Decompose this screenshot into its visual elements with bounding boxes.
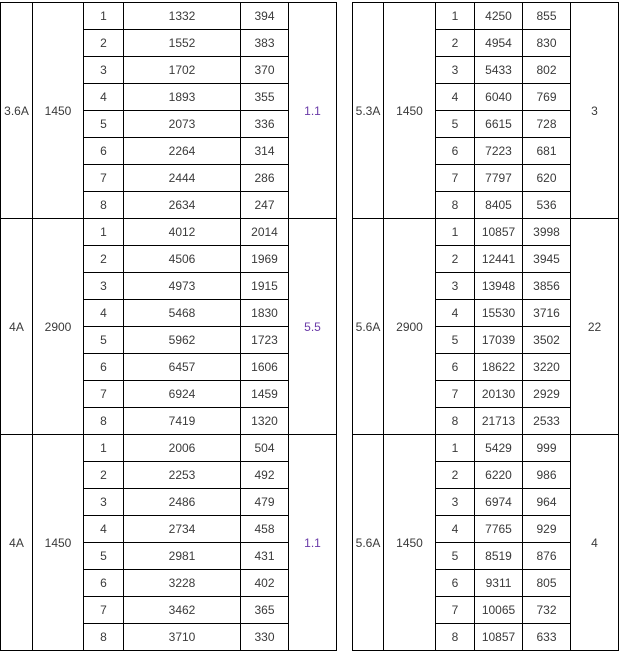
point-number-cell: 2 — [84, 30, 124, 57]
flow-cell: 21713 — [475, 408, 523, 435]
point-number-cell: 3 — [84, 489, 124, 516]
pressure-cell: 2014 — [241, 219, 289, 246]
point-number-cell: 6 — [84, 354, 124, 381]
model-cell: 3.6A — [1, 3, 33, 219]
pressure-cell: 1320 — [241, 408, 289, 435]
pressure-cell: 536 — [523, 192, 571, 219]
flow-cell: 7797 — [475, 165, 523, 192]
flow-cell: 13948 — [475, 273, 523, 300]
model-cell: 5.3A — [353, 3, 384, 219]
point-number-cell: 7 — [84, 381, 124, 408]
flow-cell: 10857 — [475, 624, 523, 651]
flow-cell: 6040 — [475, 84, 523, 111]
point-number-cell: 8 — [84, 192, 124, 219]
power-cell: 4 — [571, 435, 619, 651]
point-number-cell: 4 — [436, 516, 475, 543]
flow-cell: 5433 — [475, 57, 523, 84]
pressure-cell: 3220 — [523, 354, 571, 381]
pressure-cell: 999 — [523, 435, 571, 462]
model-cell: 5.6A — [353, 435, 384, 651]
point-number-cell: 5 — [436, 111, 475, 138]
point-number-cell: 6 — [436, 354, 475, 381]
flow-cell: 2486 — [124, 489, 241, 516]
pressure-cell: 1723 — [241, 327, 289, 354]
pressure-cell: 964 — [523, 489, 571, 516]
power-cell: 5.5 — [289, 219, 337, 435]
flow-cell: 6220 — [475, 462, 523, 489]
point-number-cell: 4 — [84, 300, 124, 327]
flow-cell: 15530 — [475, 300, 523, 327]
power-cell: 3 — [571, 3, 619, 219]
point-number-cell: 8 — [84, 624, 124, 651]
model-cell: 4A — [1, 435, 33, 651]
flow-cell: 5962 — [124, 327, 241, 354]
point-number-cell: 8 — [436, 408, 475, 435]
point-number-cell: 5 — [84, 111, 124, 138]
point-number-cell: 5 — [84, 327, 124, 354]
pressure-cell: 330 — [241, 624, 289, 651]
flow-cell: 2634 — [124, 192, 241, 219]
pressure-cell: 769 — [523, 84, 571, 111]
point-number-cell: 4 — [436, 300, 475, 327]
pressure-cell: 1915 — [241, 273, 289, 300]
point-number-cell: 7 — [436, 597, 475, 624]
point-number-cell: 1 — [436, 219, 475, 246]
point-number-cell: 1 — [436, 435, 475, 462]
flow-cell: 7419 — [124, 408, 241, 435]
model-cell: 5.6A — [353, 219, 384, 435]
pressure-cell: 247 — [241, 192, 289, 219]
pressure-cell: 355 — [241, 84, 289, 111]
pressure-cell: 3716 — [523, 300, 571, 327]
point-number-cell: 3 — [436, 489, 475, 516]
table-row — [1, 435, 337, 462]
speed-cell: 1450 — [33, 435, 84, 651]
point-number-cell: 2 — [436, 246, 475, 273]
power-cell: 22 — [571, 219, 619, 435]
flow-cell: 6924 — [124, 381, 241, 408]
pressure-cell: 479 — [241, 489, 289, 516]
point-number-cell: 1 — [84, 219, 124, 246]
table-row — [1, 219, 337, 246]
pressure-cell: 728 — [523, 111, 571, 138]
point-number-cell: 7 — [436, 165, 475, 192]
pressure-cell: 2929 — [523, 381, 571, 408]
pressure-cell: 681 — [523, 138, 571, 165]
point-number-cell: 2 — [84, 246, 124, 273]
pressure-cell: 830 — [523, 30, 571, 57]
flow-cell: 2981 — [124, 543, 241, 570]
flow-cell: 17039 — [475, 327, 523, 354]
flow-cell: 4012 — [124, 219, 241, 246]
flow-cell: 4250 — [475, 3, 523, 30]
point-number-cell: 6 — [436, 138, 475, 165]
speed-cell: 2900 — [384, 219, 436, 435]
pressure-cell: 986 — [523, 462, 571, 489]
pressure-cell: 431 — [241, 543, 289, 570]
pressure-cell: 365 — [241, 597, 289, 624]
pressure-cell: 855 — [523, 3, 571, 30]
pressure-cell: 3856 — [523, 273, 571, 300]
point-number-cell: 3 — [84, 57, 124, 84]
flow-cell: 5429 — [475, 435, 523, 462]
flow-cell: 2734 — [124, 516, 241, 543]
pressure-cell: 3502 — [523, 327, 571, 354]
flow-cell: 18622 — [475, 354, 523, 381]
pressure-cell: 336 — [241, 111, 289, 138]
point-number-cell: 1 — [84, 3, 124, 30]
flow-cell: 6974 — [475, 489, 523, 516]
pressure-cell: 3945 — [523, 246, 571, 273]
flow-cell: 10857 — [475, 219, 523, 246]
flow-cell: 3710 — [124, 624, 241, 651]
pressure-cell: 620 — [523, 165, 571, 192]
point-number-cell: 5 — [436, 327, 475, 354]
point-number-cell: 3 — [84, 273, 124, 300]
point-number-cell: 8 — [84, 408, 124, 435]
point-number-cell: 4 — [436, 84, 475, 111]
fan-spec-table-left — [0, 2, 337, 651]
flow-cell: 1332 — [124, 3, 241, 30]
point-number-cell: 7 — [84, 165, 124, 192]
point-number-cell: 1 — [84, 435, 124, 462]
point-number-cell: 5 — [84, 543, 124, 570]
flow-cell: 2073 — [124, 111, 241, 138]
point-number-cell: 2 — [84, 462, 124, 489]
pressure-cell: 1830 — [241, 300, 289, 327]
pressure-cell: 394 — [241, 3, 289, 30]
pressure-cell: 1459 — [241, 381, 289, 408]
flow-cell: 6457 — [124, 354, 241, 381]
flow-cell: 4954 — [475, 30, 523, 57]
pressure-cell: 802 — [523, 57, 571, 84]
point-number-cell: 1 — [436, 3, 475, 30]
power-cell: 1.1 — [289, 435, 337, 651]
flow-cell: 6615 — [475, 111, 523, 138]
flow-cell: 10065 — [475, 597, 523, 624]
point-number-cell: 6 — [84, 138, 124, 165]
point-number-cell: 8 — [436, 624, 475, 651]
flow-cell: 2444 — [124, 165, 241, 192]
flow-cell: 20130 — [475, 381, 523, 408]
model-cell: 4A — [1, 219, 33, 435]
pressure-cell: 2533 — [523, 408, 571, 435]
table-row — [353, 435, 619, 462]
flow-cell: 8405 — [475, 192, 523, 219]
flow-cell: 5468 — [124, 300, 241, 327]
point-number-cell: 2 — [436, 30, 475, 57]
point-number-cell: 4 — [84, 84, 124, 111]
flow-cell: 3462 — [124, 597, 241, 624]
flow-cell: 4506 — [124, 246, 241, 273]
flow-cell: 1702 — [124, 57, 241, 84]
table-row — [353, 219, 619, 246]
flow-cell: 1893 — [124, 84, 241, 111]
pressure-cell: 402 — [241, 570, 289, 597]
point-number-cell: 3 — [436, 57, 475, 84]
flow-cell: 12441 — [475, 246, 523, 273]
point-number-cell: 8 — [436, 192, 475, 219]
point-number-cell: 7 — [84, 597, 124, 624]
speed-cell: 2900 — [33, 219, 84, 435]
flow-cell: 1552 — [124, 30, 241, 57]
flow-cell: 9311 — [475, 570, 523, 597]
pressure-cell: 504 — [241, 435, 289, 462]
pressure-cell: 1606 — [241, 354, 289, 381]
flow-cell: 7223 — [475, 138, 523, 165]
point-number-cell: 6 — [436, 570, 475, 597]
point-number-cell: 5 — [436, 543, 475, 570]
flow-cell: 2264 — [124, 138, 241, 165]
power-cell: 1.1 — [289, 3, 337, 219]
flow-cell: 8519 — [475, 543, 523, 570]
point-number-cell: 7 — [436, 381, 475, 408]
pressure-cell: 1969 — [241, 246, 289, 273]
pressure-cell: 314 — [241, 138, 289, 165]
fan-spec-table-right — [352, 2, 619, 651]
pressure-cell: 383 — [241, 30, 289, 57]
point-number-cell: 6 — [84, 570, 124, 597]
table-row — [353, 3, 619, 30]
flow-cell: 7765 — [475, 516, 523, 543]
pressure-cell: 876 — [523, 543, 571, 570]
pressure-cell: 492 — [241, 462, 289, 489]
point-number-cell: 2 — [436, 462, 475, 489]
pressure-cell: 732 — [523, 597, 571, 624]
pressure-cell: 633 — [523, 624, 571, 651]
pressure-cell: 458 — [241, 516, 289, 543]
flow-cell: 3228 — [124, 570, 241, 597]
speed-cell: 1450 — [33, 3, 84, 219]
pressure-cell: 286 — [241, 165, 289, 192]
pressure-cell: 929 — [523, 516, 571, 543]
speed-cell: 1450 — [384, 435, 436, 651]
pressure-cell: 370 — [241, 57, 289, 84]
pressure-cell: 3998 — [523, 219, 571, 246]
point-number-cell: 3 — [436, 273, 475, 300]
point-number-cell: 4 — [84, 516, 124, 543]
speed-cell: 1450 — [384, 3, 436, 219]
pressure-cell: 805 — [523, 570, 571, 597]
flow-cell: 2006 — [124, 435, 241, 462]
flow-cell: 2253 — [124, 462, 241, 489]
table-row — [1, 3, 337, 30]
flow-cell: 4973 — [124, 273, 241, 300]
